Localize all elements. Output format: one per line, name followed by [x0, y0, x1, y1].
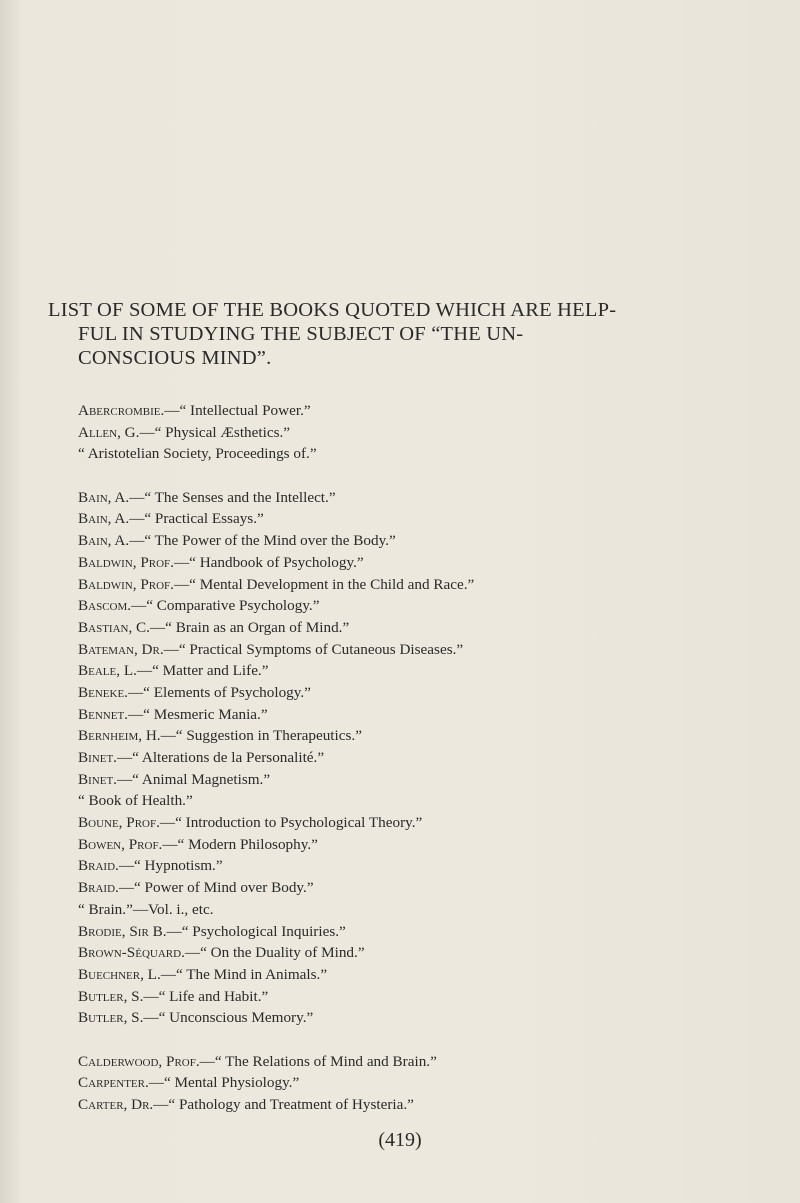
- bibliography-entry: [78, 704, 778, 726]
- entry-author: Beale, L.: [78, 662, 137, 680]
- entry-work: “ Aristotelian Society, Proceedings of.”: [78, 445, 317, 463]
- entry-author: Butler, S.: [78, 987, 144, 1005]
- entry-work: —“ Modern Philosophy.”: [162, 835, 318, 853]
- entry-author: Baldwin, Prof.: [78, 575, 174, 593]
- bibliography-entry: [78, 877, 778, 899]
- entry-author: Braid.: [78, 879, 119, 897]
- entry-work: —“ Practical Symptoms of Cutaneous Diseases.”: [163, 640, 464, 658]
- bibliography-entry: [78, 769, 778, 791]
- entry-work: —“ Power of Mind over Body.”: [118, 879, 314, 897]
- bibliography-entry: [78, 1094, 778, 1116]
- bibliography-entry: [78, 790, 778, 812]
- bibliography-entry: [78, 942, 778, 964]
- entry-author: Binet.: [78, 770, 117, 788]
- entry-author: Bain, A.: [78, 510, 130, 528]
- entry-work: —“ The Power of the Mind over the Body.”: [129, 532, 396, 550]
- entry-work: —“ Mental Physiology.”: [148, 1074, 300, 1092]
- page-number: (419): [378, 1129, 422, 1151]
- bibliography-entry: [78, 487, 778, 509]
- entry-author: Binet.: [78, 749, 117, 766]
- entry-work: —“ Comparative Psychology.”: [131, 597, 320, 615]
- entry-work: —“ Physical Æsthetics.”: [139, 423, 291, 441]
- entry-work: —“ Elements of Psychology.”: [127, 683, 311, 701]
- bibliography-entry: [78, 747, 778, 769]
- bibliography-entry: [78, 986, 778, 1008]
- bibliography-entry: [78, 855, 778, 877]
- entry-work: —“ Mesmeric Mania.”: [127, 705, 268, 723]
- entry-work: —“ Suggestion in Therapeutics.”: [160, 727, 362, 745]
- entry-author: Brodie, Sir B.: [78, 922, 167, 940]
- entry-work: —“ The Senses and the Intellect.”: [129, 488, 336, 506]
- entry-work: —“ Hypnotism.”: [118, 857, 223, 875]
- group-spacer: [78, 1029, 778, 1051]
- entry-author: Carpenter.: [78, 1074, 149, 1092]
- entry-work: —“ The Relations of Mind and Brain.”: [199, 1052, 437, 1070]
- bibliography-list: [78, 400, 778, 1116]
- entry-work: —“ Life and Habit.”: [143, 987, 269, 1005]
- bibliography-entry: [78, 1072, 778, 1094]
- bibliography-entry: [78, 725, 778, 747]
- bibliography-entry: [78, 617, 778, 639]
- title-line: CONSCIOUS MIND”.: [78, 347, 272, 369]
- bibliography-entry: [78, 834, 778, 856]
- bibliography-entry: [78, 595, 778, 617]
- entry-author: Bernheim, H.: [78, 727, 161, 745]
- entry-author: Baldwin, Prof.: [78, 553, 174, 571]
- entry-work: —“ Pathology and Treatment of Hysteria.”: [153, 1096, 414, 1113]
- entry-work: —“ Intellectual Power.”: [164, 402, 311, 419]
- entry-author: Bastian, C.: [78, 618, 150, 636]
- list-title: [48, 298, 764, 370]
- bibliography-entry: [78, 682, 778, 704]
- entry-author: Carter, Dr.: [78, 1096, 154, 1113]
- entry-work: —“ Handbook of Psychology.”: [173, 553, 364, 571]
- entry-work: —“ Brain as an Organ of Mind.”: [149, 618, 350, 636]
- entry-author: Brown-Séquard.: [78, 944, 185, 962]
- title-line: FUL IN STUDYING THE SUBJECT OF “THE UN-: [78, 323, 524, 345]
- entry-author: Bascom.: [78, 597, 132, 615]
- entry-author: Bain, A.: [78, 532, 130, 550]
- entry-author: Bateman, Dr.: [78, 640, 164, 658]
- entry-work: —“ Alterations de la Personalité.”: [116, 749, 325, 766]
- entry-author: Beneke.: [78, 683, 128, 701]
- bibliography-entry: [78, 1007, 778, 1029]
- entry-author: Bain, A.: [78, 488, 130, 506]
- bibliography-entry: [78, 639, 778, 661]
- bibliography-entry: [78, 660, 778, 682]
- entry-work: —“ Introduction to Psychological Theory.”: [159, 814, 423, 832]
- group-spacer: [78, 465, 778, 487]
- entry-author: Butler, S.: [78, 1009, 144, 1027]
- title-line: LIST OF SOME OF THE BOOKS QUOTED WHICH ARE HELP-: [48, 299, 617, 321]
- entry-work: —“ Practical Essays.”: [129, 510, 264, 528]
- bibliography-entry: [78, 574, 778, 596]
- entry-work: “ Brain.”—Vol. i., etc.: [78, 900, 214, 918]
- bibliography-entry: [78, 400, 778, 422]
- entry-author: Calderwood, Prof.: [78, 1052, 200, 1070]
- bibliography-entry: [78, 899, 778, 921]
- entry-work: —“ Animal Magnetism.”: [116, 770, 271, 788]
- bibliography-entry: [78, 964, 778, 986]
- entry-work: —“ Matter and Life.”: [136, 662, 269, 680]
- entry-work: —“ The Mind in Animals.”: [160, 965, 328, 983]
- bibliography-entry: [78, 552, 778, 574]
- entry-author: Bennet.: [78, 705, 128, 723]
- bibliography-entry: [78, 812, 778, 834]
- bibliography-entry: [78, 508, 778, 530]
- entry-work: —“ Mental Development in the Child and Race.”: [173, 575, 475, 593]
- bibliography-entry: [78, 443, 778, 465]
- entry-work: —“ On the Duality of Mind.”: [184, 944, 365, 962]
- bibliography-entry: [78, 921, 778, 943]
- entry-work: “ Book of Health.”: [78, 792, 193, 810]
- entry-author: Bowen, Prof.: [78, 835, 163, 853]
- entry-author: Boune, Prof.: [78, 814, 160, 832]
- entry-work: —“ Psychological Inquiries.”: [166, 922, 346, 940]
- bibliography-entry: [78, 1051, 778, 1073]
- bibliography-entry: [78, 530, 778, 552]
- bibliography-entry: [78, 422, 778, 444]
- entry-work: —“ Unconscious Memory.”: [143, 1009, 314, 1027]
- entry-author: Buechner, L.: [78, 965, 161, 983]
- entry-author: Allen, G.: [78, 423, 140, 441]
- entry-author: Braid.: [78, 857, 119, 875]
- entry-author: Abercrombie.: [78, 402, 165, 419]
